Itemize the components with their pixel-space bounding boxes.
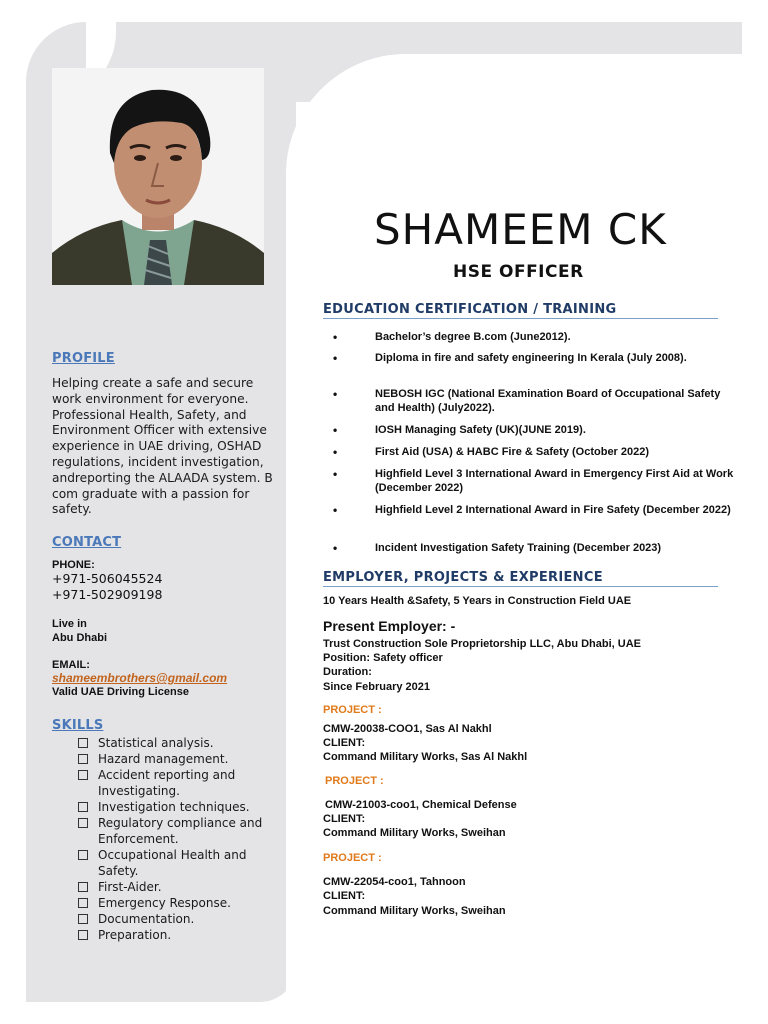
skill-item: Hazard management. [52,751,288,767]
license-text: Valid UAE Driving License [52,686,189,698]
candidate-name: SHAMEEM CK [374,205,667,254]
project-code: CMW-20038-COO1, Sas Al Nakhl [323,723,492,735]
client-label: CLIENT: [323,890,366,902]
checkbox-icon [78,754,88,764]
client-name: Command Military Works, Sas Al Nakhl [323,751,528,763]
live-value: Abu Dhabi [52,632,107,644]
education-item: • Bachelor’s degree B.com (June2012). [333,330,571,344]
client-name: Command Military Works, Sweihan [323,905,506,917]
client-label: CLIENT: [323,737,366,749]
education-item: • IOSH Managing Safety (UK)(JUNE 2019). [333,423,586,437]
education-heading: EDUCATION CERTIFICATION / TRAINING [323,302,718,319]
contact-section [52,535,288,699]
project-label: PROJECT : [325,775,384,787]
job-title: HSE OFFICER [453,262,584,282]
since-date: Since February 2021 [323,681,431,693]
experience-summary: 10 Years Health &Safety, 5 Years in Construction Field UAE [323,595,632,607]
skill-item: Preparation. [52,927,288,943]
profile-heading: PROFILE [52,351,115,366]
employer-name: Trust Construction Sole Proprietorship LLC, Abu Dhabi, UAE [323,638,641,650]
education-item: • NEBOSH IGC (National Examination Board of Occupational Safety and Health) (July2022). [333,387,721,414]
skill-item: Accident reporting and Investigating. [52,767,278,799]
contact-heading: CONTACT [52,535,122,550]
position: Position: Safety officer [323,652,443,664]
skills-heading: SKILLS [52,718,104,733]
profile-text: Helping create a safe and secure work environment for everyone. Professional Health, Safety, and Environment Officer with extensive experience in UAE driving, OSHAD regulations, incident investigation, andreporting the ALAADA system. B com graduate with a passion for safety. [52,376,273,517]
education-item: • Highfield Level 3 International Award in Emergency First Aid at Work (December 2022) [333,467,734,494]
checkbox-icon [78,738,88,748]
education-item: • Diploma in fire and safety engineering In Kerala (July 2008). [333,351,687,365]
skill-item: First-Aider. [52,879,288,895]
profile-photo [52,68,264,285]
duration-label: Duration: [323,666,372,678]
project-label: PROJECT : [323,852,382,864]
client-name: Command Military Works, Sweihan [323,827,506,839]
education-item: • Incident Investigation Safety Training (December 2023) [333,541,662,555]
checkbox-icon [78,850,88,860]
phone-number: +971-502909198 [52,587,163,602]
present-employer-label: Present Employer: - [323,618,456,634]
checkbox-icon [78,802,88,812]
checkbox-icon [78,882,88,892]
phone-label: PHONE: [52,559,95,571]
main-panel [286,54,746,1014]
skill-item: Statistical analysis. [52,735,288,751]
education-item: • Highfield Level 2 International Award in Fire Safety (December 2022) [333,503,731,517]
live-label: Live in [52,618,87,630]
education-item: • First Aid (USA) & HABC Fire & Safety (October 2022) [333,445,650,459]
email-link[interactable]: shameembrothers@gmail.com [52,671,228,685]
skill-item: Documentation. [52,911,288,927]
skill-item: Emergency Response. [52,895,288,911]
experience-heading: EMPLOYER, PROJECTS & EXPERIENCE [323,570,718,587]
checkbox-icon [78,914,88,924]
project-code: CMW-21003-coo1, Chemical Defense [325,799,517,811]
skill-item: Regulatory compliance and Enforcement. [52,815,268,847]
skill-item: Occupational Health and Safety. [52,847,288,879]
client-label: CLIENT: [323,813,366,825]
checkbox-icon [78,930,88,940]
checkbox-icon [78,770,88,780]
checkbox-icon [78,818,88,828]
skill-item: Investigation techniques. [52,799,288,815]
project-code: CMW-22054-coo1, Tahnoon [323,876,466,888]
phone-number: +971-506045524 [52,571,163,586]
email-label: EMAIL: [52,659,90,671]
profile-section [52,351,288,518]
project-label: PROJECT : [323,704,382,716]
skills-section [52,718,288,943]
checkbox-icon [78,898,88,908]
